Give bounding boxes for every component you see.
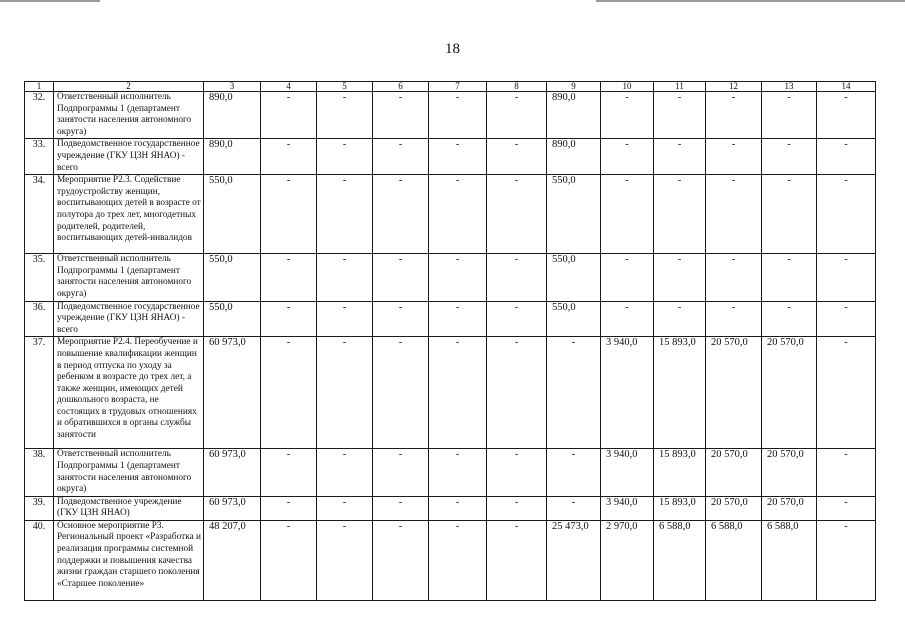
column-header: 2 bbox=[54, 82, 204, 92]
row-number: 32. bbox=[25, 92, 54, 139]
table-cell: - bbox=[601, 254, 654, 301]
column-header: 4 bbox=[261, 82, 317, 92]
table-cell: - bbox=[373, 449, 429, 496]
table-cell: 20 570,0 bbox=[706, 337, 762, 449]
cell-total: 890,0 bbox=[204, 92, 261, 139]
table-cell: 6 588,0 bbox=[706, 520, 762, 600]
table-cell: - bbox=[317, 301, 373, 337]
table-cell: - bbox=[762, 92, 817, 139]
table-cell: - bbox=[261, 520, 317, 600]
table-cell: - bbox=[706, 175, 762, 254]
column-header: 9 bbox=[547, 82, 601, 92]
table-cell: - bbox=[601, 92, 654, 139]
table-cell: 20 570,0 bbox=[762, 449, 817, 496]
table-cell: - bbox=[317, 254, 373, 301]
table-cell: - bbox=[317, 139, 373, 175]
table-cell: - bbox=[487, 92, 547, 139]
cell-total: 60 973,0 bbox=[204, 449, 261, 496]
column-header: 10 bbox=[601, 82, 654, 92]
cell-total: 550,0 bbox=[204, 175, 261, 254]
cell-total: 550,0 bbox=[204, 254, 261, 301]
table-cell: 20 570,0 bbox=[706, 449, 762, 496]
table-cell: 890,0 bbox=[547, 92, 601, 139]
table-cell: - bbox=[429, 496, 487, 520]
table-cell: 550,0 bbox=[547, 301, 601, 337]
table-cell: - bbox=[654, 175, 706, 254]
table-cell: - bbox=[429, 337, 487, 449]
table-row bbox=[25, 175, 876, 254]
table-cell: - bbox=[547, 496, 601, 520]
table-cell: - bbox=[261, 449, 317, 496]
column-header: 13 bbox=[762, 82, 817, 92]
row-number: 39. bbox=[25, 496, 54, 520]
table-cell: - bbox=[373, 496, 429, 520]
budget-table bbox=[24, 81, 876, 601]
cell-total: 550,0 bbox=[204, 301, 261, 337]
table-cell: - bbox=[817, 337, 876, 449]
table-row bbox=[25, 449, 876, 496]
table-cell: - bbox=[654, 92, 706, 139]
page-number: 18 bbox=[445, 41, 460, 57]
table-cell: - bbox=[261, 139, 317, 175]
table-cell: - bbox=[762, 139, 817, 175]
table-cell: - bbox=[601, 301, 654, 337]
table-cell: 2 970,0 bbox=[601, 520, 654, 600]
table-row bbox=[25, 337, 876, 449]
cell-total: 48 207,0 bbox=[204, 520, 261, 600]
row-description: Ответственный исполнитель Подпрограммы 1 (департамент занятости населения автономного округа) bbox=[54, 254, 204, 301]
table-cell: - bbox=[261, 175, 317, 254]
table-cell: - bbox=[654, 139, 706, 175]
table-row bbox=[25, 520, 876, 600]
table-cell: - bbox=[706, 92, 762, 139]
table-cell: - bbox=[487, 301, 547, 337]
table-cell: - bbox=[429, 449, 487, 496]
cell-total: 890,0 bbox=[204, 139, 261, 175]
table-cell: - bbox=[261, 92, 317, 139]
table-cell: - bbox=[487, 520, 547, 600]
table-cell: - bbox=[373, 175, 429, 254]
row-description: Мероприятие Р2.3. Содействие трудоустройству женщин, воспитывающих детей в возрасте от полутора до трех лет, многодетных родителей, родителей, воспитывающих детей-инвалидов bbox=[54, 175, 204, 254]
table-cell: - bbox=[487, 175, 547, 254]
row-description: Подведомственное государственное учреждение (ГКУ ЦЗН ЯНАО) - всего bbox=[54, 139, 204, 175]
table-cell: - bbox=[817, 449, 876, 496]
table-cell: - bbox=[706, 254, 762, 301]
scan-edge-left bbox=[0, 0, 100, 2]
table-cell: - bbox=[487, 139, 547, 175]
table-cell: - bbox=[429, 254, 487, 301]
table-cell: - bbox=[817, 139, 876, 175]
table-cell: - bbox=[429, 301, 487, 337]
table-cell: - bbox=[817, 520, 876, 600]
table-row bbox=[25, 496, 876, 520]
table-cell: - bbox=[762, 301, 817, 337]
table-cell: - bbox=[429, 92, 487, 139]
table-cell: - bbox=[487, 254, 547, 301]
row-description: Подведомственное учреждение (ГКУ ЦЗН ЯНАО) bbox=[54, 496, 204, 520]
table-cell: - bbox=[817, 301, 876, 337]
cell-total: 60 973,0 bbox=[204, 496, 261, 520]
table-cell: - bbox=[817, 254, 876, 301]
table-cell: - bbox=[317, 449, 373, 496]
table-row bbox=[25, 254, 876, 301]
row-number: 33. bbox=[25, 139, 54, 175]
table-cell: - bbox=[762, 175, 817, 254]
table-cell: - bbox=[547, 337, 601, 449]
table-cell: - bbox=[762, 254, 817, 301]
row-number: 34. bbox=[25, 175, 54, 254]
column-header: 7 bbox=[429, 82, 487, 92]
table-cell: - bbox=[601, 175, 654, 254]
column-header: 5 bbox=[317, 82, 373, 92]
column-header: 8 bbox=[487, 82, 547, 92]
table-cell: - bbox=[373, 254, 429, 301]
row-number: 38. bbox=[25, 449, 54, 496]
table-cell: - bbox=[373, 139, 429, 175]
header-row bbox=[25, 82, 876, 92]
table-cell: 15 893,0 bbox=[654, 337, 706, 449]
table-row bbox=[25, 139, 876, 175]
table-cell: - bbox=[261, 301, 317, 337]
table-cell: - bbox=[317, 496, 373, 520]
table-cell: 890,0 bbox=[547, 139, 601, 175]
row-description: Мероприятие Р2.4. Переобучение и повышение квалификации женщин в период отпуска по уходу за ребенком в возрасте до трех лет, а также женщин, имеющих детей дошкольного возраста, не состоящих в трудовых отношениях и обратившихся в органы службы занятости bbox=[54, 337, 204, 449]
table-cell: - bbox=[601, 139, 654, 175]
row-number: 36. bbox=[25, 301, 54, 337]
table-cell: 15 893,0 bbox=[654, 496, 706, 520]
table-cell: 20 570,0 bbox=[762, 337, 817, 449]
table-cell: - bbox=[429, 139, 487, 175]
table-cell: 550,0 bbox=[547, 254, 601, 301]
cell-total: 60 973,0 bbox=[204, 337, 261, 449]
table-cell: - bbox=[706, 301, 762, 337]
row-number: 40. bbox=[25, 520, 54, 600]
column-header: 12 bbox=[706, 82, 762, 92]
column-header: 6 bbox=[373, 82, 429, 92]
table-cell: 6 588,0 bbox=[654, 520, 706, 600]
table-cell: - bbox=[317, 337, 373, 449]
table-cell: - bbox=[487, 449, 547, 496]
table-cell: - bbox=[317, 92, 373, 139]
row-number: 35. bbox=[25, 254, 54, 301]
table-cell: - bbox=[817, 92, 876, 139]
table-cell: 3 940,0 bbox=[601, 337, 654, 449]
table-cell: - bbox=[373, 337, 429, 449]
table-cell: 15 893,0 bbox=[654, 449, 706, 496]
column-header: 11 bbox=[654, 82, 706, 92]
row-description: Ответственный исполнитель Подпрограммы 1 (департамент занятости населения автономного округа) bbox=[54, 92, 204, 139]
table-row bbox=[25, 92, 876, 139]
table-row bbox=[25, 301, 876, 337]
table-cell: - bbox=[706, 139, 762, 175]
table-cell: - bbox=[817, 175, 876, 254]
table-cell: - bbox=[373, 92, 429, 139]
table-cell: 550,0 bbox=[547, 175, 601, 254]
table-cell: 3 940,0 bbox=[601, 496, 654, 520]
table-cell: - bbox=[317, 175, 373, 254]
table-cell: - bbox=[261, 254, 317, 301]
column-header: 3 bbox=[204, 82, 261, 92]
table-cell: - bbox=[429, 175, 487, 254]
scan-edge-right bbox=[596, 0, 905, 2]
table-cell: - bbox=[487, 337, 547, 449]
table-cell: - bbox=[261, 337, 317, 449]
row-description: Подведомственное государственное учреждение (ГКУ ЦЗН ЯНАО) - всего bbox=[54, 301, 204, 337]
table-cell: - bbox=[654, 301, 706, 337]
table-cell: - bbox=[487, 496, 547, 520]
column-header: 1 bbox=[25, 82, 54, 92]
table-cell: 6 588,0 bbox=[762, 520, 817, 600]
table-cell: 3 940,0 bbox=[601, 449, 654, 496]
table-cell: 25 473,0 bbox=[547, 520, 601, 600]
table-cell: - bbox=[654, 254, 706, 301]
row-description: Ответственный исполнитель Подпрограммы 1 (департамент занятости населения автономного округа) bbox=[54, 449, 204, 496]
table-cell: - bbox=[373, 301, 429, 337]
table-cell: 20 570,0 bbox=[706, 496, 762, 520]
table-cell: - bbox=[547, 449, 601, 496]
table-cell: - bbox=[817, 496, 876, 520]
row-number: 37. bbox=[25, 337, 54, 449]
table-cell: - bbox=[317, 520, 373, 600]
table-cell: 20 570,0 bbox=[762, 496, 817, 520]
table-cell: - bbox=[373, 520, 429, 600]
row-description: Основное мероприятие Р3. Региональный проект «Разработка и реализация программы системной поддержки и повышения качества жизни граждан старшего поколения «Старшее поколение» bbox=[54, 520, 204, 600]
table-cell: - bbox=[261, 496, 317, 520]
table-cell: - bbox=[429, 520, 487, 600]
column-header: 14 bbox=[817, 82, 876, 92]
